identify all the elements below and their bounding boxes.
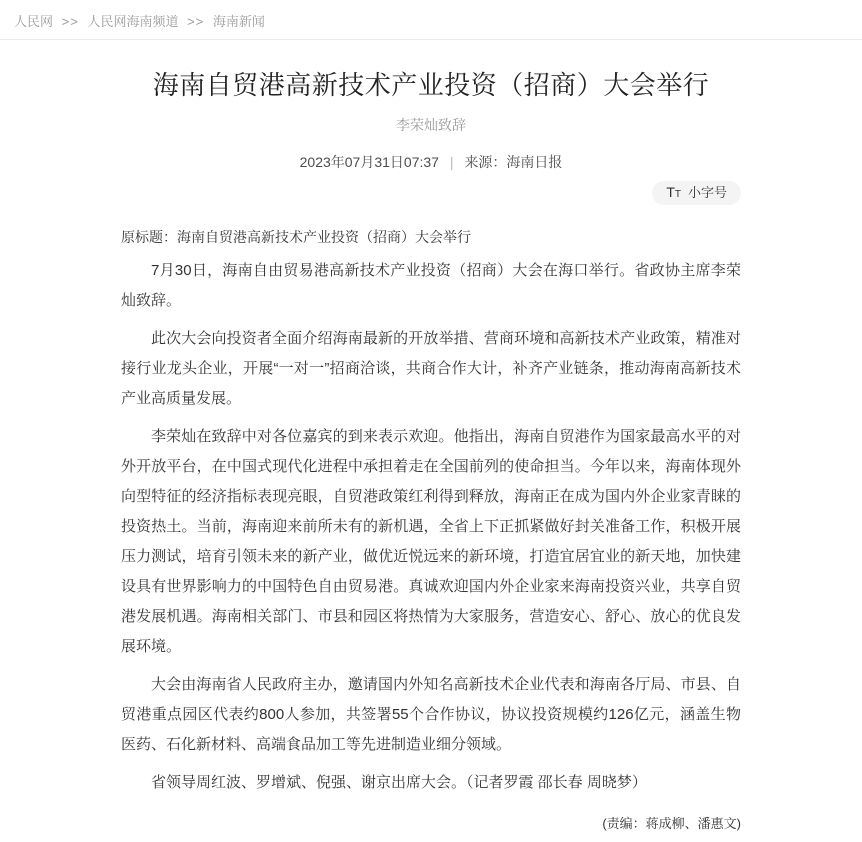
article-paragraph: 省领导周红波、罗增斌、倪强、谢京出席大会。（记者罗霞 邵长春 周晓梦） bbox=[151, 773, 647, 791]
font-size-label: 小字号 bbox=[687, 184, 727, 200]
meta-separator: | bbox=[449, 153, 454, 170]
article-meta bbox=[121, 152, 741, 172]
font-size-button[interactable] bbox=[652, 181, 741, 205]
article-toolbar bbox=[121, 181, 741, 205]
publish-date: 2023年07月31日07:37 bbox=[299, 153, 439, 170]
header-divider bbox=[0, 39, 862, 40]
editor-credit: (责编：蒋成柳、潘惠文) bbox=[602, 815, 741, 831]
breadcrumb-link-hainan-news[interactable]: 海南新闻 bbox=[212, 14, 265, 29]
article-paragraph: 大会由海南省人民政府主办，邀请国内外知名高新技术企业代表和海南各厅局、市县、自贸港重点园区代表约800人参加，共签署55个合作协议，协议投资规模约126亿元，涵盖生物医药、石化新材料、高端食品加工等先进制造业细分领域。 bbox=[121, 675, 741, 753]
article-paragraph: 7月30日，海南自由贸易港高新技术产业投资（招商）大会在海口举行。省政协主席李荣灿致辞。 bbox=[121, 261, 741, 309]
breadcrumb bbox=[0, 0, 862, 39]
breadcrumb-link-peoples-daily[interactable]: 人民网 bbox=[14, 14, 54, 29]
font-size-icon: TT bbox=[666, 183, 681, 200]
article-paragraph: 李荣灿在致辞中对各位嘉宾的到来表示欢迎。他指出，海南自贸港作为国家最高水平的对外开放平台，在中国式现代化进程中承担着走在全国前列的使命担当。今年以来，海南体现外向型特征的经济指标表现亮眼，自贸港政策红利得到释放，海南正在成为国内外企业家青睐的投资热土。当前，海南迎来前所未有的新机遇，全省上下正抓紧做好封关准备工作，积极开展压力测试，培育引领未来的新产业，做优近悦远来的新环境，打造宜居宜业的新天地，加快建设具有世界影响力的中国特色自由贸易港。真诚欢迎国内外企业家来海南投资兴业，共享自贸港发展机遇。海南相关部门、市县和园区将热情为大家服务，营造安心、舒心、放心的优良发展环境。 bbox=[121, 427, 741, 655]
breadcrumb-link-hainan-channel[interactable]: 人民网海南频道 bbox=[87, 14, 179, 29]
source-link[interactable]: 海南日报 bbox=[506, 153, 563, 170]
breadcrumb-separator: >> bbox=[61, 14, 79, 29]
original-title-text: 海南自贸港高新技术产业投资（招商）大会举行 bbox=[177, 228, 471, 245]
article-title: 海南自贸港高新技术产业投资（招商）大会举行 bbox=[152, 70, 710, 100]
article bbox=[121, 69, 741, 842]
source-label: 来源： bbox=[464, 153, 507, 170]
article-paragraph: 此次大会向投资者全面介绍海南最新的开放举措、营商环境和高新技术产业政策，精准对接行业龙头企业，开展“一对一”招商洽谈，共商合作大计，补齐产业链条，推动海南高新技术产业高质量发展。 bbox=[121, 329, 741, 407]
article-body bbox=[121, 256, 741, 798]
article-subtitle: 李荣灿致辞 bbox=[396, 116, 466, 133]
original-title-prefix: 原标题： bbox=[121, 228, 177, 245]
original-title bbox=[121, 226, 741, 248]
breadcrumb-separator: >> bbox=[187, 14, 205, 29]
